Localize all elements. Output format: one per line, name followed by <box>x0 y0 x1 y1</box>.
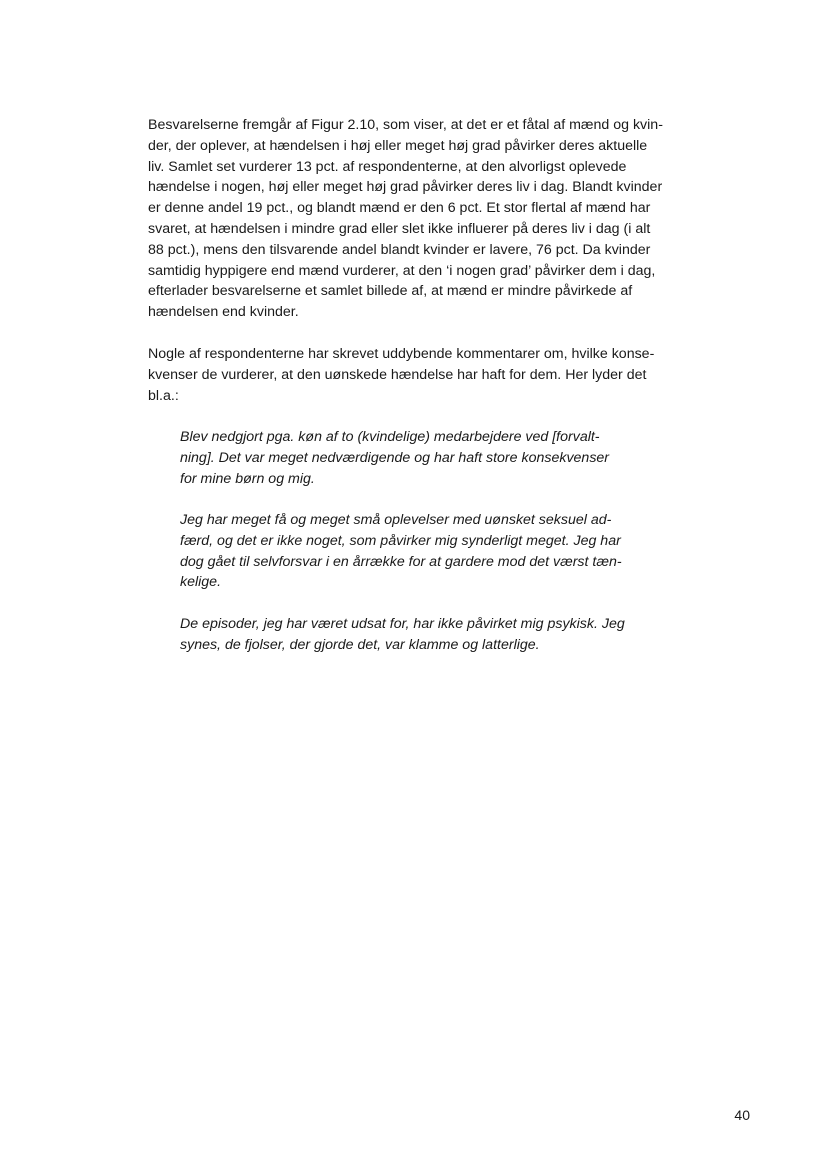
quote-line: Jeg har meget få og meget små oplevelser med uønsket seksuel ad- <box>180 512 612 528</box>
text-line: Besvarelserne fremgår af Figur 2.10, som viser, at det er et fåtal af mænd og kvin- <box>148 117 663 133</box>
text-line: bl.a.: <box>148 387 179 404</box>
quote-line: De episoder, jeg har været udsat for, har ikke påvirket mig psykisk. Jeg <box>180 616 625 632</box>
text-line: hændelse i nogen, høj eller meget høj grad påvirker deres liv i dag. Blandt kvinder <box>148 179 663 196</box>
quote-line: for mine børn og mig. <box>180 470 315 487</box>
text-line: hændelsen end kvinder. <box>148 304 299 321</box>
block-quote <box>180 510 680 593</box>
quote-line: synes, de fjolser, der gjorde det, var klamme og latterlige. <box>180 636 540 653</box>
quote-line: ning]. Det var meget nedværdigende og har haft store konsekvenser <box>180 449 610 466</box>
quote-line: Blev nedgjort pga. køn af to (kvindelige) medarbejdere ved [forvalt- <box>180 429 600 445</box>
text-line: svaret, at hændelsen i mindre grad eller slet ikke influerer på deres liv i dag (i alt <box>148 220 651 237</box>
text-line: Nogle af respondenterne har skrevet uddybende kommentarer om, hvilke konse- <box>148 346 655 362</box>
block-quote <box>180 427 680 489</box>
text-line: er denne andel 19 pct., og blandt mænd er den 6 pct. Et stor flertal af mænd har <box>148 200 651 217</box>
text-line: efterlader besvarelserne et samlet billede af, at mænd er mindre påvirkede af <box>148 283 633 300</box>
page-number: 40 <box>734 1107 750 1123</box>
quote-line: kelige. <box>180 574 222 591</box>
quote-line: dog gået til selvforsvar i en årrække for at gardere mod det værst tæn- <box>180 553 622 570</box>
text-line: kvenser de vurderer, at den uønskede hændelse har haft for dem. Her lyder det <box>148 366 647 383</box>
body-paragraph <box>148 344 708 406</box>
text-line: der, der oplever, at hændelsen i høj eller meget høj grad påvirker deres aktuelle <box>148 137 648 154</box>
text-line: samtidig hyppigere end mænd vurderer, at den ‘i nogen grad’ påvirker dem i dag, <box>148 262 656 279</box>
block-quote <box>180 614 680 656</box>
quote-line: færd, og det er ikke noget, som påvirker mig synderligt meget. Jeg har <box>180 532 621 549</box>
body-paragraph <box>148 115 708 323</box>
text-line: liv. Samlet set vurderer 13 pct. af respondenterne, at den alvorligst oplevede <box>148 158 627 175</box>
text-line: 88 pct.), mens den tilsvarende andel blandt kvinder er lavere, 76 pct. Da kvinder <box>148 241 651 258</box>
